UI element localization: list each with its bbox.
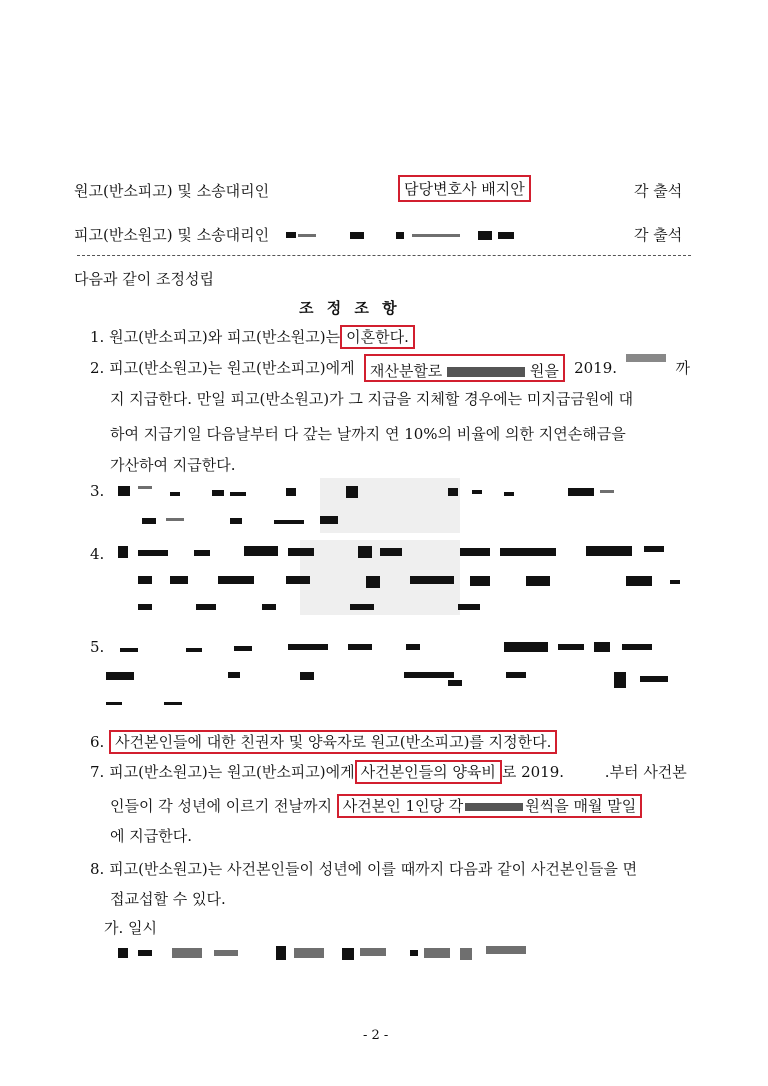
item-2-line-2: 지 지급한다. 만일 피고(반소원고)가 그 지급을 지체할 경우에는 미지급금원에 대 (110, 390, 634, 408)
item-7-line-1: 7. 피고(반소원고)는 원고(반소피고)에게 사건본인들의 양육비 로 2019. .부터 사건본 (90, 758, 690, 786)
section-title: 조 정 조 항 (299, 299, 401, 317)
item-1: 1. 원고(반소피고)와 피고(반소원고)는 이혼한다. (90, 323, 690, 351)
item-8-line-2: 접교섭할 수 있다. (110, 890, 226, 908)
schedule-redacted (114, 944, 544, 964)
redacted-counsel (286, 230, 526, 242)
item-6-highlight: 사건본인들에 대한 친권자 및 양육자로 원고(반소피고)를 지정한다. (109, 730, 557, 754)
redacted-support-amount (465, 803, 523, 811)
item-3-number: 3. (90, 482, 105, 500)
item-1-highlight: 이혼한다. (340, 325, 415, 349)
attorney-name: 담당변호사 배지안 (398, 175, 531, 202)
item-2-line-1: 2. 피고(반소원고)는 원고(반소피고)에게 재산분할로 원을 2019. 까 (90, 354, 690, 382)
defendant-label: 피고(반소원고) 및 소송대리인 (74, 226, 270, 244)
item-3-redacted (110, 478, 690, 538)
item-6: 6. 사건본인들에 대한 친권자 및 양육자로 원고(반소피고)를 지정한다. (90, 728, 690, 756)
attendance-1: 각 출석 (634, 182, 683, 200)
redacted-date (626, 354, 666, 362)
attendance-2: 각 출석 (634, 226, 683, 244)
item-5-number: 5. (90, 638, 105, 656)
item-2-highlight: 재산분할로 원을 (364, 354, 565, 382)
redacted-amount (447, 367, 525, 377)
item-7-line-2: 인들이 각 성년에 이르기 전날까지 사건본인 1인당 각 원씩을 매월 말일 (110, 792, 690, 820)
intro-text: 다음과 같이 조정성립 (74, 270, 214, 288)
item-7-highlight-1: 사건본인들의 양육비 (355, 760, 502, 784)
item-7-highlight-2: 사건본인 1인당 각 원씩을 매월 말일 (337, 794, 642, 818)
dashed-divider (77, 255, 691, 256)
plaintiff-label: 원고(반소피고) 및 소송대리인 (74, 182, 270, 200)
item-4-number: 4. (90, 545, 105, 563)
sub-item-schedule: 가. 일시 (104, 919, 158, 937)
item-5-redacted (106, 632, 690, 712)
item-2-line-3: 하여 지급기일 다음날부터 다 갚는 날까지 연 10%의 비율에 의한 지연손해금을 (110, 425, 626, 443)
item-8-line-1: 8. 피고(반소원고)는 사건본인들이 성년에 이를 때까지 다음과 같이 사건본인들을 면 (90, 860, 638, 878)
item-2-line-4: 가산하여 지급한다. (110, 456, 236, 474)
item-7-line-3: 에 지급한다. (110, 827, 192, 845)
item-4-redacted (110, 540, 690, 620)
page-number: - 2 - (363, 1028, 389, 1043)
